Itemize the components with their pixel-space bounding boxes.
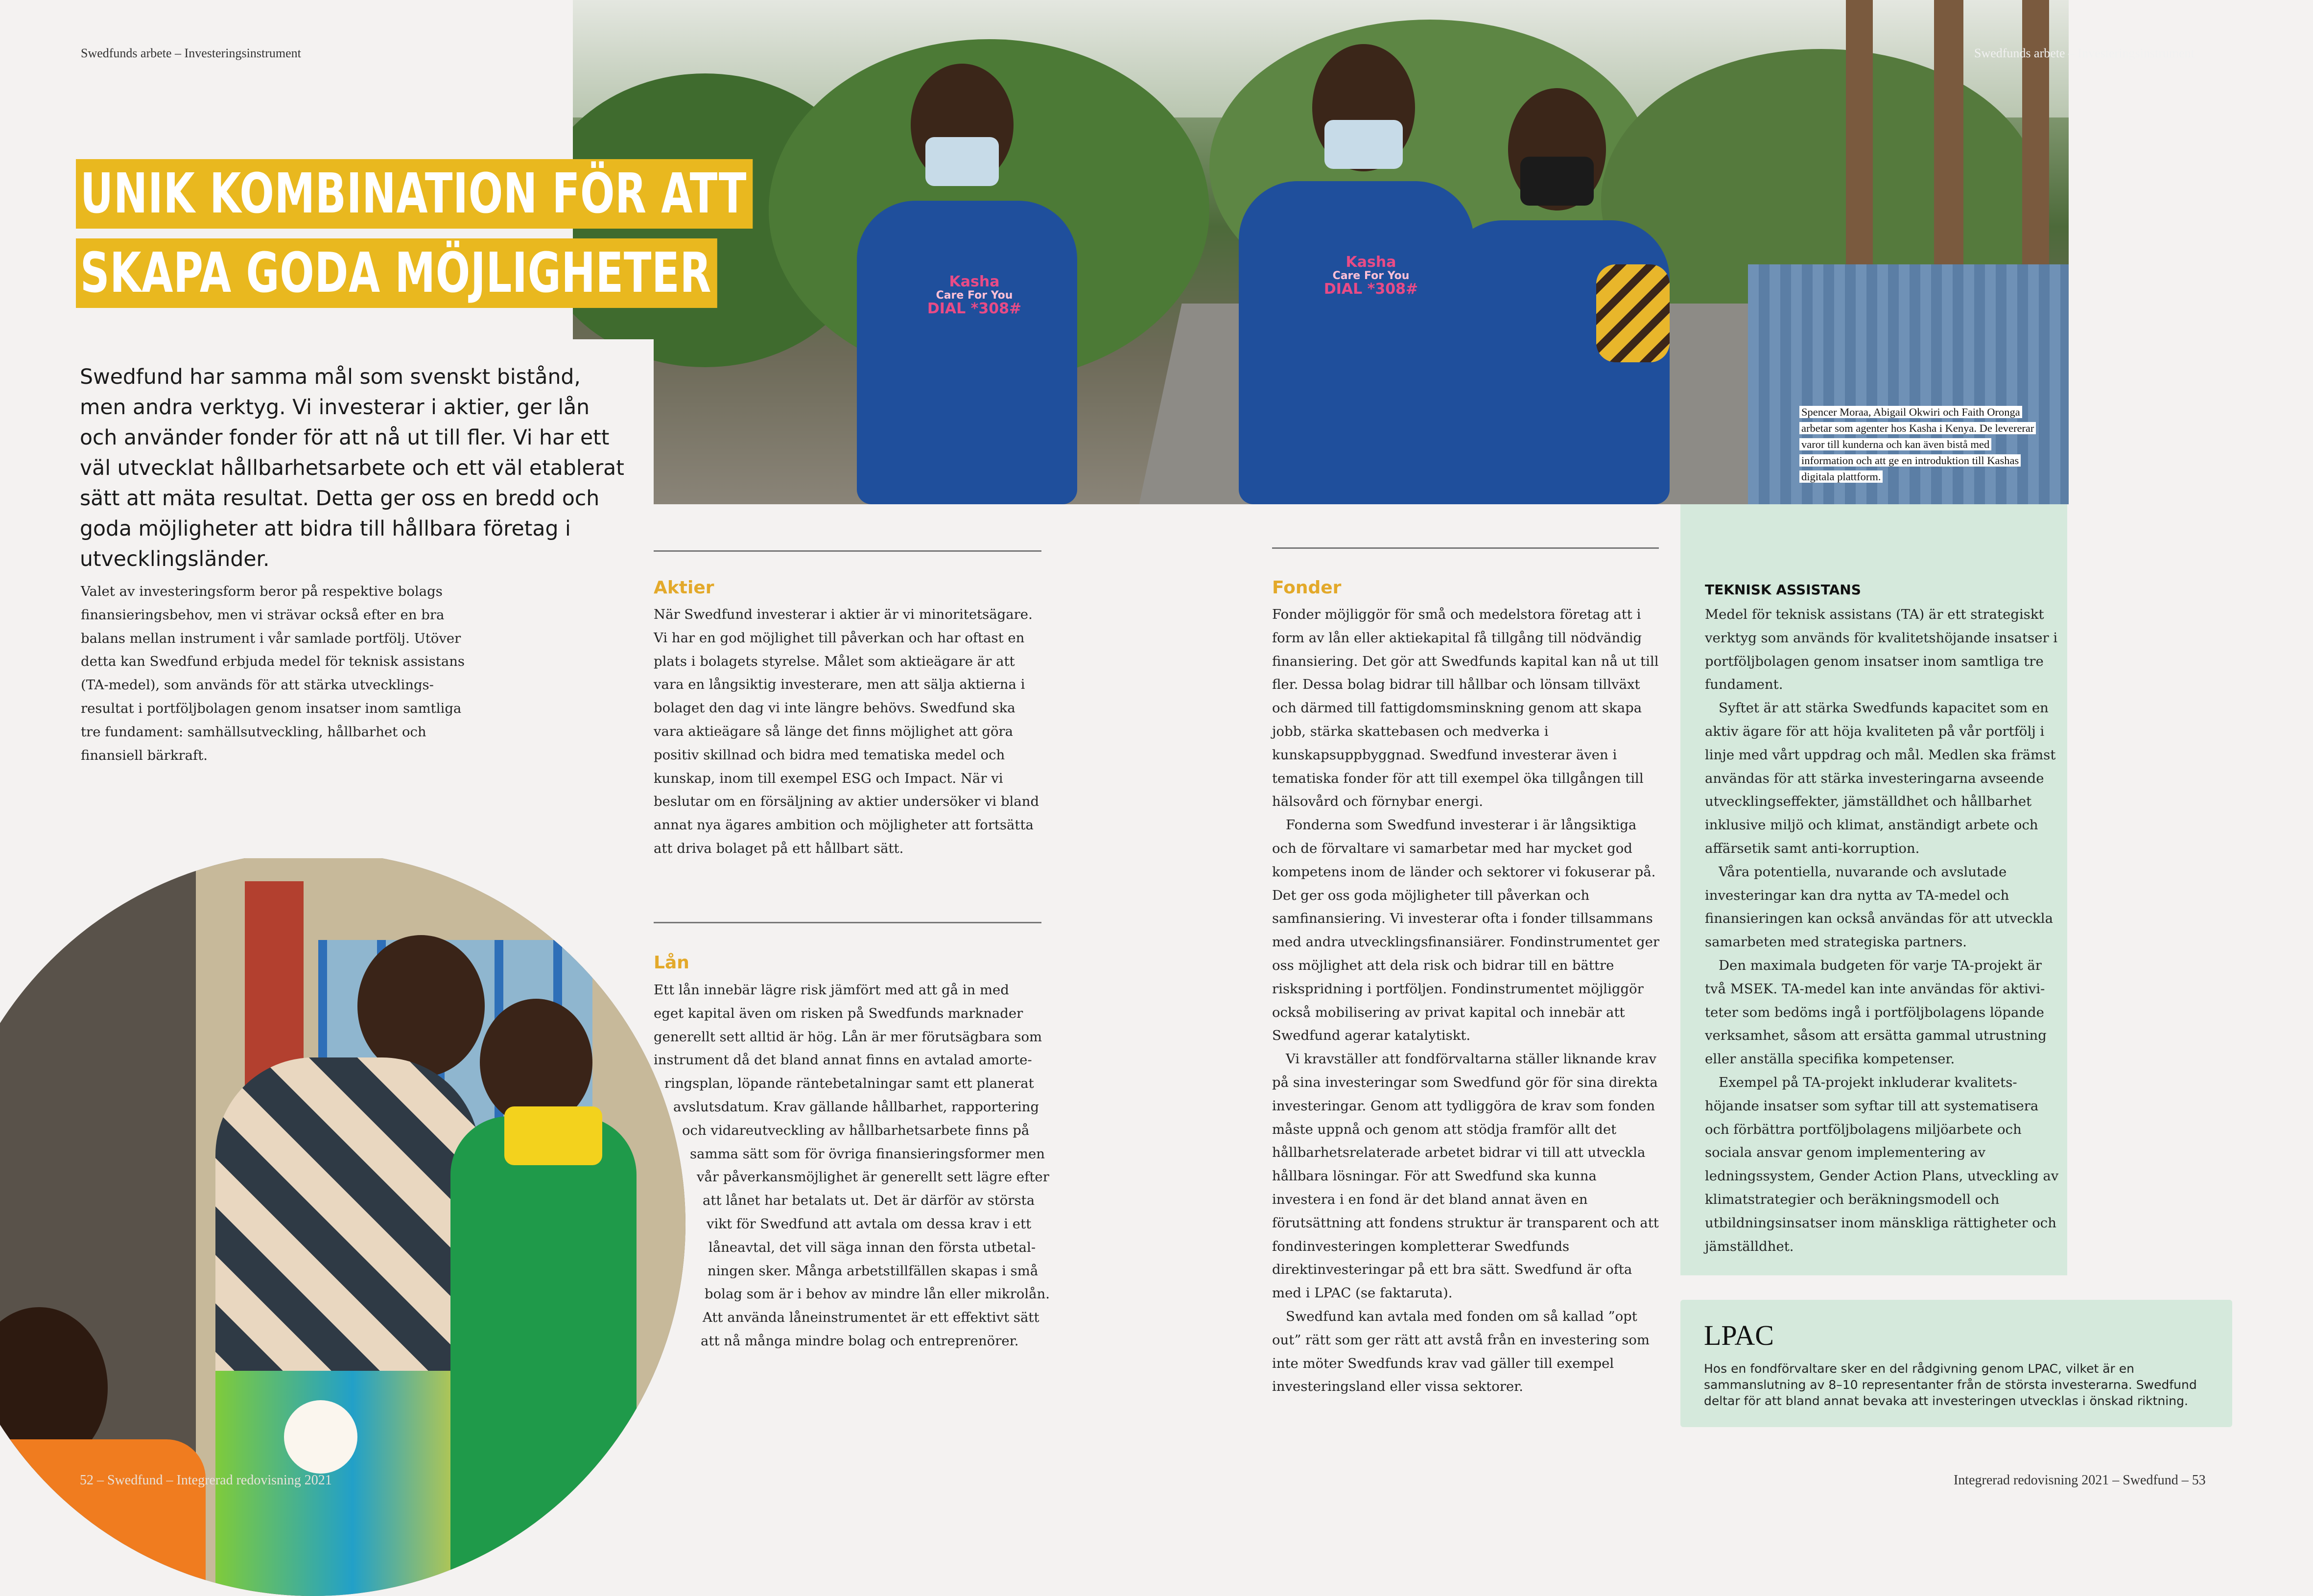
lan-line: låneavtal, det vill säga innan den första utbetal- bbox=[708, 1239, 1036, 1255]
teknisk-paragraph: Våra potentiella, nuvarande och avslutade investeringar kan dra nytta av TA-medel och finansieringen kan också användas för att utveckla samarbeten med strategiska partners. bbox=[1705, 864, 2053, 950]
page-title-line-1: UNIK KOMBINATION FÖR ATT bbox=[76, 159, 753, 229]
shirt-logo bbox=[1312, 255, 1430, 297]
lan-line: vikt för Swedfund att avtala om dessa krav i ett bbox=[707, 1216, 1032, 1232]
person-vest bbox=[0, 1439, 206, 1596]
shirt-logo bbox=[916, 274, 1033, 316]
lan-body bbox=[654, 979, 1060, 1353]
intro-body bbox=[81, 580, 472, 767]
photo-caption-text: Spencer Moraa, Abigail Okwiri och Faith Oronga arbetar som agenter hos Kasha i Kenya. De levererar varor till kunderna och kan även bistå med information och att ge en introduktion till Kashas digitala plattform. bbox=[1799, 406, 2036, 483]
person-shawl bbox=[215, 1057, 480, 1400]
face-mask bbox=[1324, 120, 1403, 169]
lead-paragraph: Swedfund har samma mål som svenskt bistånd, men andra verktyg. Vi investerar i aktier, ger lån och använder fonder för att nå ut till fler. Vi har ett väl utvecklat hållbarhetsarbete och ett väl etablerat sätt att mäta resultat. Detta ger oss en bredd och goda möjligheter att bidra till hållbara företag i utvecklingsländer. bbox=[80, 365, 624, 571]
fonder-heading: Fonder bbox=[1272, 578, 1342, 598]
lan-heading: Lån bbox=[654, 953, 689, 973]
footer-right: Integrerad redovisning 2021 – Swedfund – 53 bbox=[1954, 1473, 2206, 1488]
photo-person bbox=[847, 54, 1082, 504]
aktier-heading: Aktier bbox=[654, 578, 714, 598]
lan-line: vår påverkansmöjlighet är generellt sett lägre efter bbox=[697, 1169, 1049, 1185]
fonder-paragraph: Fonder möjliggör för små och medelstora företag att i form av lån eller aktiekapital få tillgång till nödvändig finansiering. Det gör att Swedfunds kapital kan nå ut till fler. Dessa bolag bidrar till hållbar och lönsam tillväxt och därmed till fattigdomsminskning genom att skapa jobb, stärka skattebasen och medverka i kunskapsuppbyggnad. Swedfund investerar även i tematiska fonder för att till exempel öka tillgången till hälsovård och förnybar energi. bbox=[1272, 607, 1659, 810]
intro-body-text: Valet av investeringsform beror på respektive bolags finansieringsbehov, men vi strävar också efter en bra balans mellan instrument i vår samlade portfölj. Utöver detta kan Swedfund erbjuda medel för teknisk assistans (TA-medel), som används för att stärka utvecklingsresultat i portföljbolagen genom insatser inom samtliga tre fundament: samhällsutveckling, hållbarhet och finansiell bärkraft. bbox=[81, 584, 465, 763]
aktier-text: När Swedfund investerar i aktier är vi minoritetsägare. Vi har en god möjlighet till påverkan och har oftast en plats i bolagets styrelse. Målet som aktieägare är att vara en långsiktig investerare, men att sälja aktierna i bolaget den dag vi inte längre behövs. Swedfund ska vara aktieägare så länge det finns möjlighet att göra positiv skillnad och bidra med tematiska medel och kunskap, inom till exempel ESG och Impact. När vi beslutar om en försäljning av aktier undersöker vi bland annat nya ägares ambition och möjligheter att fortsätta att driva bolaget på ett hållbart sätt. bbox=[654, 607, 1039, 856]
photo-tree-trunk bbox=[1934, 0, 1963, 304]
face-mask bbox=[925, 137, 999, 186]
teknisk-paragraph: Medel för teknisk assistans (TA) är ett strategiskt verktyg som används för kvalitetshöjande insatser i portföljbolagen genom insatser inom samtliga tre fundament. bbox=[1705, 607, 2058, 693]
photo-caption bbox=[1799, 404, 2042, 485]
lan-line: Ett lån innebär lägre risk jämfört med att gå in med bbox=[654, 982, 1009, 998]
lan-line: och vidareutveckling av hållbarhetsarbete finns på bbox=[682, 1122, 1030, 1138]
photo-tree-trunk bbox=[1846, 0, 1873, 304]
uniform-collar bbox=[504, 1106, 602, 1165]
section-divider bbox=[1272, 547, 1659, 549]
lpac-text: Hos en fondförvaltare sker en del rådgivning genom LPAC, vilket är en sammanslutning av 8–10 representanter från de största investerarna. Swedfund deltar för att bland annat bevaka att investeringen utvecklas i önskad riktning. bbox=[1704, 1361, 2197, 1408]
lan-line: att nå många mindre bolag och entreprenörer. bbox=[701, 1333, 1019, 1349]
lan-line: att lånet har betalats ut. Det är därför av största bbox=[703, 1193, 1035, 1209]
lan-line: generellt sett alltid är hög. Lån är mer förutsägbara som bbox=[654, 1029, 1042, 1045]
teknisk-paragraph: Exempel på TA-projekt inkluderar kvalitetshöjande insatser som syftar till att systematisera och förbättra portföljbolagens miljöarbete och sociala ansvar genom implementering av ledningssystem, Gender Action Plans, utveckling av klimatstrategier och beräkningsmodell och utbildningsinsatser inom mänskliga rättigheter och jämställdhet. bbox=[1705, 1074, 2059, 1254]
lan-line: instrument då det bland annat finns en avtalad amorte- bbox=[654, 1052, 1032, 1068]
lan-line: ningen sker. Många arbetstillfällen skapas i små bbox=[708, 1263, 1038, 1279]
lan-line: bolag som är i behov av mindre lån eller mikrolån. bbox=[705, 1286, 1050, 1302]
shirt-logo-tagline: Care For You bbox=[936, 289, 1013, 302]
person-shirt bbox=[857, 201, 1077, 504]
face-mask bbox=[1520, 157, 1594, 206]
person-uniform bbox=[450, 1116, 637, 1596]
lan-line: Att använda låneinstrumentet är ett effektivt sätt bbox=[703, 1310, 1039, 1326]
lan-line: eget kapital även om risken på Swedfunds marknader bbox=[654, 1005, 1023, 1021]
shirt-logo-dial: DIAL *308# bbox=[927, 300, 1022, 317]
running-header-left: Swedfunds arbete – Investeringsinstrument bbox=[81, 46, 301, 60]
shirt-logo-brand: Kasha bbox=[949, 273, 1000, 290]
lpac-title: LPAC bbox=[1704, 1319, 1774, 1351]
lan-line: ringsplan, löpande räntebetalningar samt ett planerat bbox=[664, 1076, 1034, 1092]
running-header-right: Swedfunds arbete – Investeringsinstrument bbox=[1974, 46, 2195, 60]
teknisk-heading: TEKNISK ASSISTANS bbox=[1705, 582, 1861, 598]
lan-line: samma sätt som för övriga finansieringsformer men bbox=[690, 1146, 1045, 1162]
striped-sleeve bbox=[1596, 264, 1670, 362]
page-title-line-2: SKAPA GODA MÖJLIGHETER bbox=[76, 238, 717, 308]
shirt-logo-brand: Kasha bbox=[1345, 254, 1396, 271]
fonder-paragraph: Vi kravställer att fondförvaltarna ställer liknande krav på sina investeringar som Swedfund gör för sina direkta investeringar. Genom att tydliggöra de krav som fonden måste uppnå och genom att stödja framför allt det hållbarhetsrelaterade arbetet bidrar vi till att utveckla hållbara lösningar. För att Swedfund ska kunna investera i en fond är det bland annat även en förutsättning att fondens struktur är transparent och att fondinvesteringen kompletterar Swedfunds direktinvesteringar på ett bra sätt. Swedfund är ofta med i LPAC (se faktaruta). bbox=[1272, 1051, 1659, 1301]
section-divider bbox=[654, 922, 1041, 923]
person-head bbox=[357, 935, 485, 1077]
footer-left: 52 – Swedfund – Integrerad redovisning 2021 bbox=[80, 1473, 332, 1488]
fonder-paragraph: Fonderna som Swedfund investerar i är långsiktiga och de förvaltare vi samarbetar med har mycket god kompetens inom de länder och sektorer vi fokuserar på. Det ger oss goda möjligheter till påverkan och samfinansiering. Vi investerar ofta i fonder tillsammans med andra utvecklingsfinansiärer. Fondinstrumentet ger oss möjlighet att dela risk och bidrar till en bättre riskspridning i portföljen. Fondinstrumentet möjliggör också mobilisering av privat kapital och innebär att Swedfund agerar katalytiskt. bbox=[1272, 817, 1660, 1044]
teknisk-body bbox=[1705, 603, 2062, 1258]
fonder-paragraph: Swedfund kan avtala med fonden om så kallad ”opt out” rätt som ger rätt att avstå från en investering som inte möter Swedfunds krav vad gäller till exempel investeringsland eller vissa sektorer. bbox=[1272, 1308, 1650, 1395]
teknisk-paragraph: Syftet är att stärka Swedfunds kapacitet som en aktiv ägare för att höja kvaliteten på vår portfölj i linje med vårt uppdrag och mål. Medlen ska främst användas för att stärka investeringarna avseende utvecklingseffekter, jämställdhet och hållbarhet inklusive miljö och klimat, anständigt arbete och affärsetik samt anti-korruption. bbox=[1705, 700, 2056, 856]
solar-lamp bbox=[284, 1400, 357, 1474]
lan-line: avslutsdatum. Krav gällande hållbarhet, rapportering bbox=[673, 1099, 1039, 1115]
photo-tree-trunk bbox=[2022, 0, 2049, 304]
photo-person bbox=[1435, 78, 1679, 504]
person-shirt bbox=[1444, 220, 1670, 504]
teknisk-paragraph: Den maximala budgeten för varje TA-projekt är två MSEK. TA-medel kan inte användas för aktiviteter som bedöms ingå i portföljbolagens löpande verksamhet, såsom att ersätta gammal utrustning eller anställa specifika kompetenser. bbox=[1705, 957, 2047, 1067]
fonder-body bbox=[1272, 603, 1664, 1399]
section-divider bbox=[654, 550, 1041, 552]
shirt-logo-tagline: Care For You bbox=[1332, 269, 1410, 282]
shirt-logo-dial: DIAL *308# bbox=[1323, 280, 1418, 298]
aktier-body bbox=[654, 603, 1045, 861]
